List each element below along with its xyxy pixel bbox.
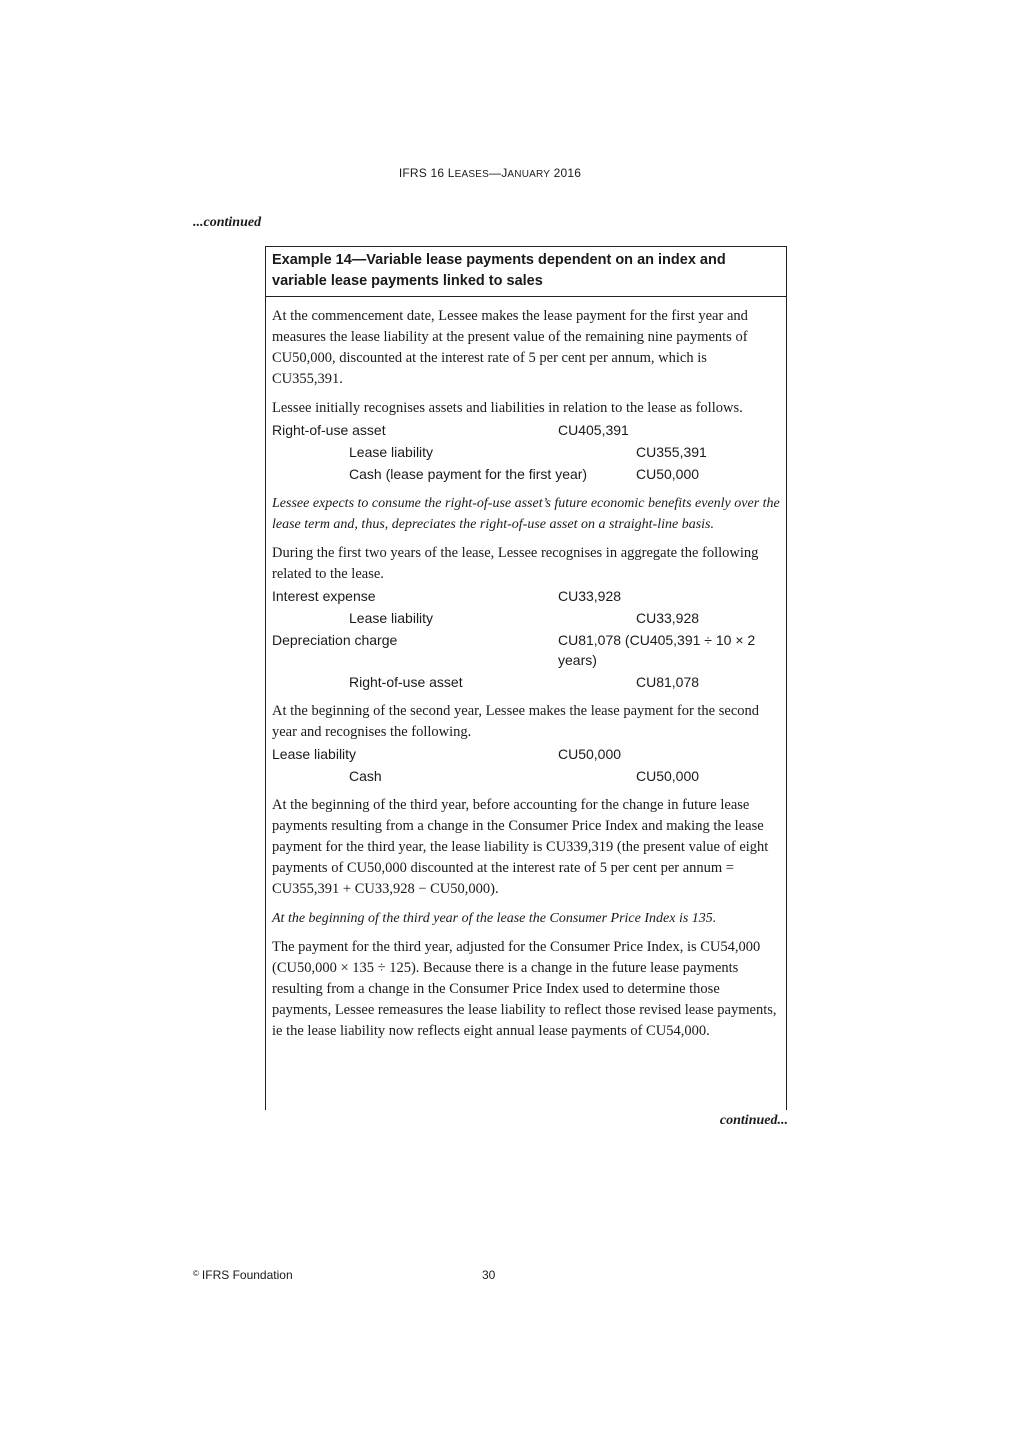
journal-entry <box>272 419 780 441</box>
header-suffix: 2016 <box>550 166 582 180</box>
paragraph-2: Lessee initially recognises assets and liabilities in relation to the lease as follows. <box>272 400 743 416</box>
entry-account: Interest expense <box>272 588 376 604</box>
header-dash: —J <box>489 166 508 180</box>
journal-entry <box>272 671 780 693</box>
journal-entry <box>272 765 780 787</box>
entry-account: Right-of-use asset <box>272 422 386 438</box>
copyright-symbol: © <box>193 1269 199 1278</box>
entry-account: Depreciation charge <box>272 632 398 648</box>
entry-account: Lease liability <box>272 746 357 762</box>
journal-entry <box>272 629 780 671</box>
paragraph-6: At the beginning of the third year, before accounting for the change in future lease payments resulting from a change in the Consumer Price Index and making the lease payment for the third year, the lease liability is CU339,319 (the present value of eight payments of CU50,000 discounted at the interest rate of 5 per cent per annum = CU355,391 + CU33,928 − CU50,000). <box>272 797 769 897</box>
entry-credit: CU33,928 <box>636 610 700 626</box>
example-box <box>265 246 787 1110</box>
page-number: 30 <box>482 1268 496 1282</box>
entry-account: Right-of-use asset <box>349 674 463 690</box>
paragraph-4: During the first two years of the lease, Lessee recognises in aggregate the following related to the lease. <box>272 545 759 582</box>
running-header <box>0 166 980 180</box>
paragraph-3: Lessee expects to consume the right-of-use asset’s future economic benefits evenly over the lease term and, thus, depreciates the right-of-use asset on a straight-line basis. <box>272 496 780 532</box>
journal-entries-1 <box>272 419 780 485</box>
entry-debit: CU33,928 <box>558 588 622 604</box>
entry-credit: CU50,000 <box>636 466 700 482</box>
paragraph-1: At the commencement date, Lessee makes the lease payment for the first year and measures the lease liability at the present value of the remaining nine payments of CU50,000, discounted at the interest rate of 5 per cent per annum, which is CU355,391. <box>272 308 748 387</box>
header-prefix: IFRS 16 L <box>398 166 455 180</box>
journal-entry <box>272 585 780 607</box>
entry-debit: CU81,078 (CU405,391 ÷ 10 × 2 years) <box>558 632 756 668</box>
continued-bottom: continued... <box>719 1113 788 1128</box>
example-title: Example 14—Variable lease payments dependent on an index and variable lease payments linked to sales <box>266 247 786 297</box>
journal-entries-3 <box>272 743 780 787</box>
entry-credit: CU50,000 <box>636 768 700 784</box>
header-smallcaps-1: EASES <box>454 169 490 180</box>
journal-entry <box>272 743 780 765</box>
entry-debit: CU405,391 <box>558 422 629 438</box>
journal-entry <box>272 441 780 463</box>
paragraph-8: The payment for the third year, adjusted for the Consumer Price Index, is CU54,000 (CU50,000 × 135 ÷ 125). Because there is a change in the future lease payments resulting from a change in the Consumer Price Index used to determine those payments, Lessee remeasures the lease liability to reflect those revised lease payments, ie the lease liability now reflects eight annual lease payments of CU54,000. <box>272 939 777 1039</box>
entry-credit: CU355,391 <box>636 444 707 460</box>
paragraph-7: At the beginning of the third year of the lease the Consumer Price Index is 135. <box>272 911 717 926</box>
footer-org: IFRS Foundation <box>201 1268 293 1282</box>
header-smallcaps-2: ANUARY <box>507 169 551 180</box>
entry-account: Lease liability <box>349 444 434 460</box>
paragraph-5: At the beginning of the second year, Lessee makes the lease payment for the second year and recognises the following. <box>272 703 760 740</box>
footer-copyright <box>193 1268 293 1282</box>
entry-account: Lease liability <box>349 610 434 626</box>
entry-account: Cash <box>349 768 382 784</box>
journal-entries-2 <box>272 585 780 693</box>
entry-debit: CU50,000 <box>558 746 622 762</box>
example-body <box>266 297 786 1042</box>
entry-credit: CU81,078 <box>636 674 700 690</box>
continued-top: ...continued <box>193 215 262 230</box>
journal-entry <box>272 463 780 485</box>
journal-entry <box>272 607 780 629</box>
entry-account: Cash (lease payment for the first year) <box>349 466 588 482</box>
